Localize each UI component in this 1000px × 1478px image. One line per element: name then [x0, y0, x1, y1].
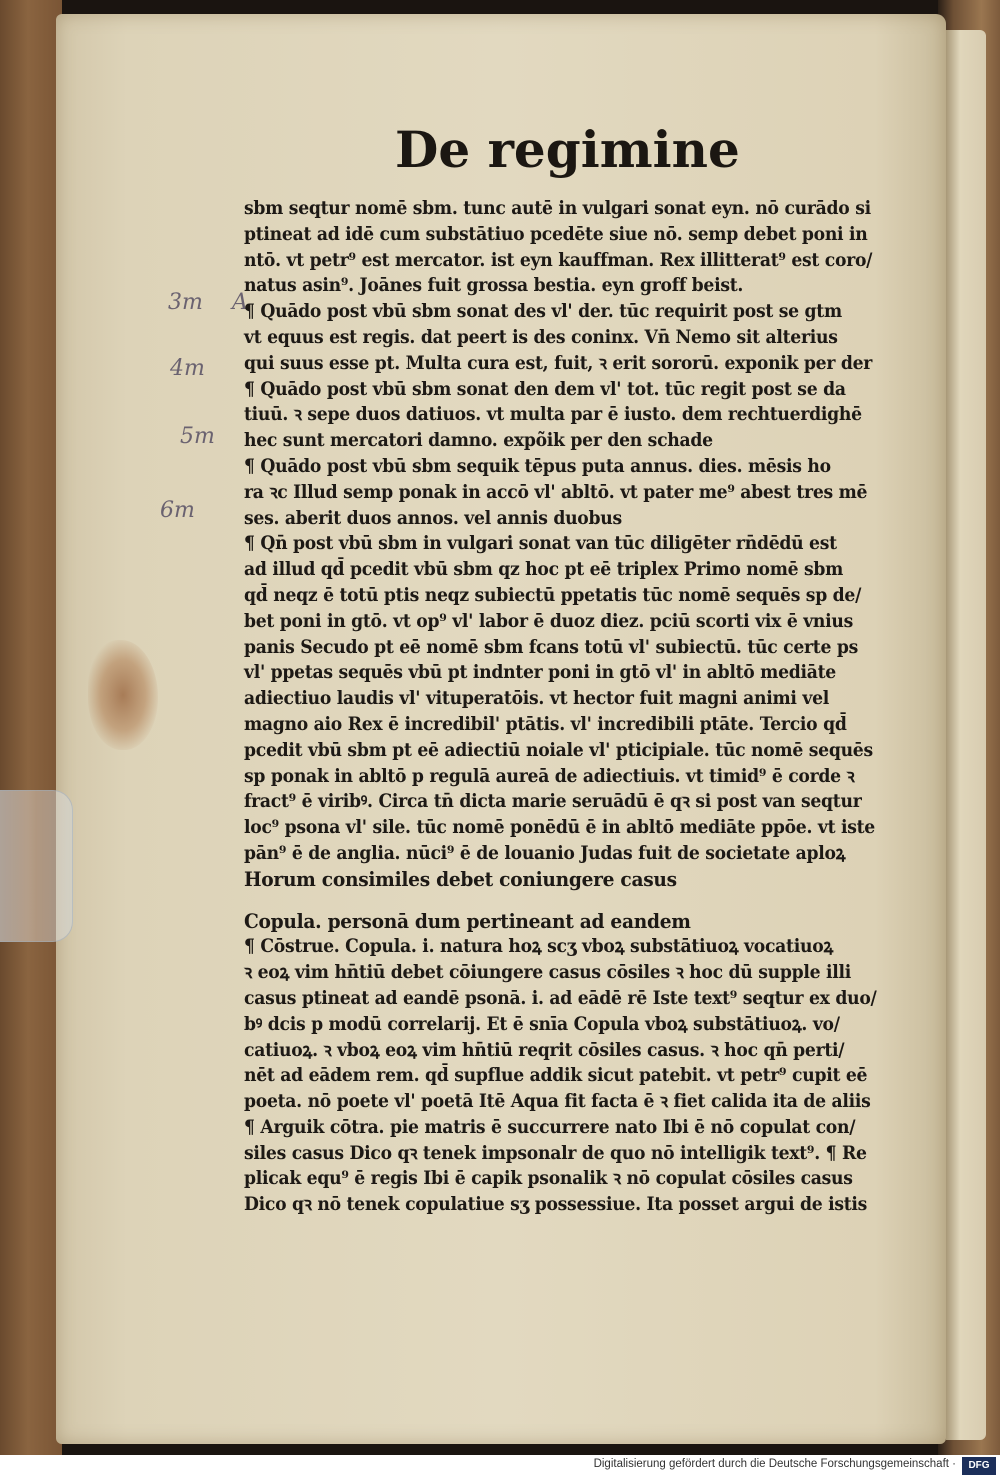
page-stain — [88, 640, 158, 750]
text-line: qd̄ neqz ē totū ptis neqz subiectū ppetatis tūc nomē sequēs sp de/ — [244, 584, 862, 606]
paragraph-gap — [244, 893, 854, 909]
text-line: vl' ppetas sequēs vbū pt indnter poni in gtō vl' in abltō mediāte — [244, 662, 836, 684]
text-line: magno aio Rex ē incredibil' ptātis. vl' incredibili ptāte. Tercio qd̄ — [244, 713, 847, 735]
margin-note-3m: 3m — [168, 290, 203, 315]
text-line: hec sunt mercatori damno. expõik per den schade — [244, 430, 713, 452]
body-text — [244, 196, 877, 1218]
text-line: nēt ad eādem rem. qd̄ supflue addik sicut patebit. vt petr⁹ cupit eē — [244, 1065, 868, 1087]
text-line: ¶ Cōstrue. Copula. i. natura hoꝝ scʒ vboꝝ substātiuoꝝ vocatiuoꝝ — [244, 936, 834, 958]
text-line: qui suus esse pt. Multa cura est, fuit, ꝛ erit sororū. exponik per der — [244, 352, 873, 374]
margin-note-a: A — [232, 290, 248, 315]
text-line: loc⁹ psona vl' sile. tūc nomē ponēdū ē in abltō mediāte ppōe. vt iste — [244, 817, 875, 839]
verse-line: Horum consimiles debet coniungere casus — [244, 866, 677, 891]
running-head: De regimine — [395, 120, 740, 179]
dfg-logo: DFG — [962, 1457, 996, 1475]
text-line: fract⁹ ē viribꝰ. Circa tn̄ dicta marie seruādū ē qꝛ si post van seqtur — [244, 791, 862, 813]
text-line: plicak equ⁹ ē regis Ibi ē capik psonalik ꝛ nō copulat cōsiles casus — [244, 1168, 853, 1190]
text-line: siles casus Dico qꝛ tenek impsonalr de quo nō intelligik text⁹. ¶ Re — [244, 1142, 867, 1164]
margin-note-4m: 4m — [170, 356, 205, 381]
text-line: ꝛ eoꝝ vim hn̄tiū debet cōiungere casus cōsiles ꝛ hoc dū supple illi — [244, 962, 852, 984]
verse-line: Copula. personā dum pertineant ad eandem — [244, 908, 691, 933]
text-line: vt equus est regis. dat peert is des coninx. Vn̄ Nemo sit alterius — [244, 326, 838, 348]
text-line: ad illud qd̄ pcedit vbū sbm qz hoc pt eē triplex Primo nomē sbm — [244, 559, 844, 581]
text-line: ¶ Quādo post vbū sbm sonat den dem vl' tot. tūc regit post se da — [244, 378, 846, 400]
text-line: sp ponak in abltō p regulā aureā de adiectiuis. vt timid⁹ ē corde ꝛ — [244, 765, 855, 787]
text-line: poeta. nō poete vl' poetā Itē Aqua fit facta ē ꝛ fiet calida ita de aliis — [244, 1091, 871, 1113]
text-line: bet poni in gtō. vt op⁹ vl' labor ē duoz diez. pciū scorti vix ē vnius — [244, 610, 854, 632]
text-line: tiuū. ꝛ sepe duos datiuos. vt multa par ē iusto. dem rechtuerdighē — [244, 404, 862, 426]
plastic-clip — [0, 790, 73, 942]
text-line: casus ptineat ad eandē psonā. i. ad eādē rē Iste text⁹ seqtur ex duo/ — [244, 987, 877, 1009]
text-line: ntō. vt petr⁹ est mercator. ist eyn kauffman. Rex illitterat⁹ est coro/ — [244, 249, 873, 271]
book-cover-left — [0, 0, 62, 1455]
text-line: ses. aberit duos annos. vel annis duobus — [244, 507, 622, 529]
text-line: ra ꝛc Illud semp ponak in accō vl' abltō. vt pater me⁹ abest tres mē — [244, 481, 868, 503]
margin-note-5m: 5m — [180, 424, 215, 449]
text-line: ¶ Quādo post vbū sbm sequik tēpus puta annus. dies. mēsis ho — [244, 455, 831, 477]
funding-credit: Digitalisierung gefördert durch die Deutsche Forschungsgemeinschaft · — [593, 1458, 956, 1470]
next-page-edge — [946, 30, 986, 1440]
text-line: sbm seqtur nomē sbm. tunc autē in vulgari sonat eyn. nō curādo si — [244, 198, 871, 219]
text-line: catiuoꝝ. ꝛ vboꝝ eoꝝ vim hn̄tiū reqrit cōsiles casus. ꝛ hoc qn̄ perti/ — [244, 1039, 845, 1061]
text-line: pcedit vbū sbm pt eē adiectiū noiale vl' pticipiale. tūc nomē sequēs — [244, 739, 873, 761]
text-line: ptineat ad idē cum substātiuo pcedēte siue nō. semp debet poni in — [244, 223, 868, 245]
text-line: natus asin⁹. Joānes fuit grossa bestia. eyn groff beist. — [244, 275, 744, 297]
text-line: ¶ Qn̄ post vbū sbm in vulgari sonat van tūc diligēter rn̄dēdū est — [244, 533, 837, 555]
text-line: adiectiuo laudis vl' vituperatōis. vt hector fuit magni animi vel — [244, 688, 830, 710]
text-line: pān⁹ ē de anglia. nūci⁹ ē de louanio Judas fuit de societate aploꝝ — [244, 842, 846, 864]
text-line: ¶ Quādo post vbū sbm sonat des vl' der. tūc requirit post se gtm — [244, 301, 842, 323]
text-line: ¶ Arguik cōtra. pie matris ē succurrere nato Ibi ē nō copulat con/ — [244, 1116, 856, 1138]
text-line: panis Secudo pt eē nomē sbm fcans totū vl' subiectū. tūc certe ps — [244, 636, 859, 658]
margin-note-6m: 6m — [160, 498, 195, 523]
text-line: bꝰ dcis p modū correlarij. Et ē snīa Copula vboꝝ substātiuoꝝ. vo/ — [244, 1013, 840, 1035]
text-line: Dico qꝛ nō tenek copulatiue sʒ possessiue. Ita posset argui de istis — [244, 1194, 868, 1216]
